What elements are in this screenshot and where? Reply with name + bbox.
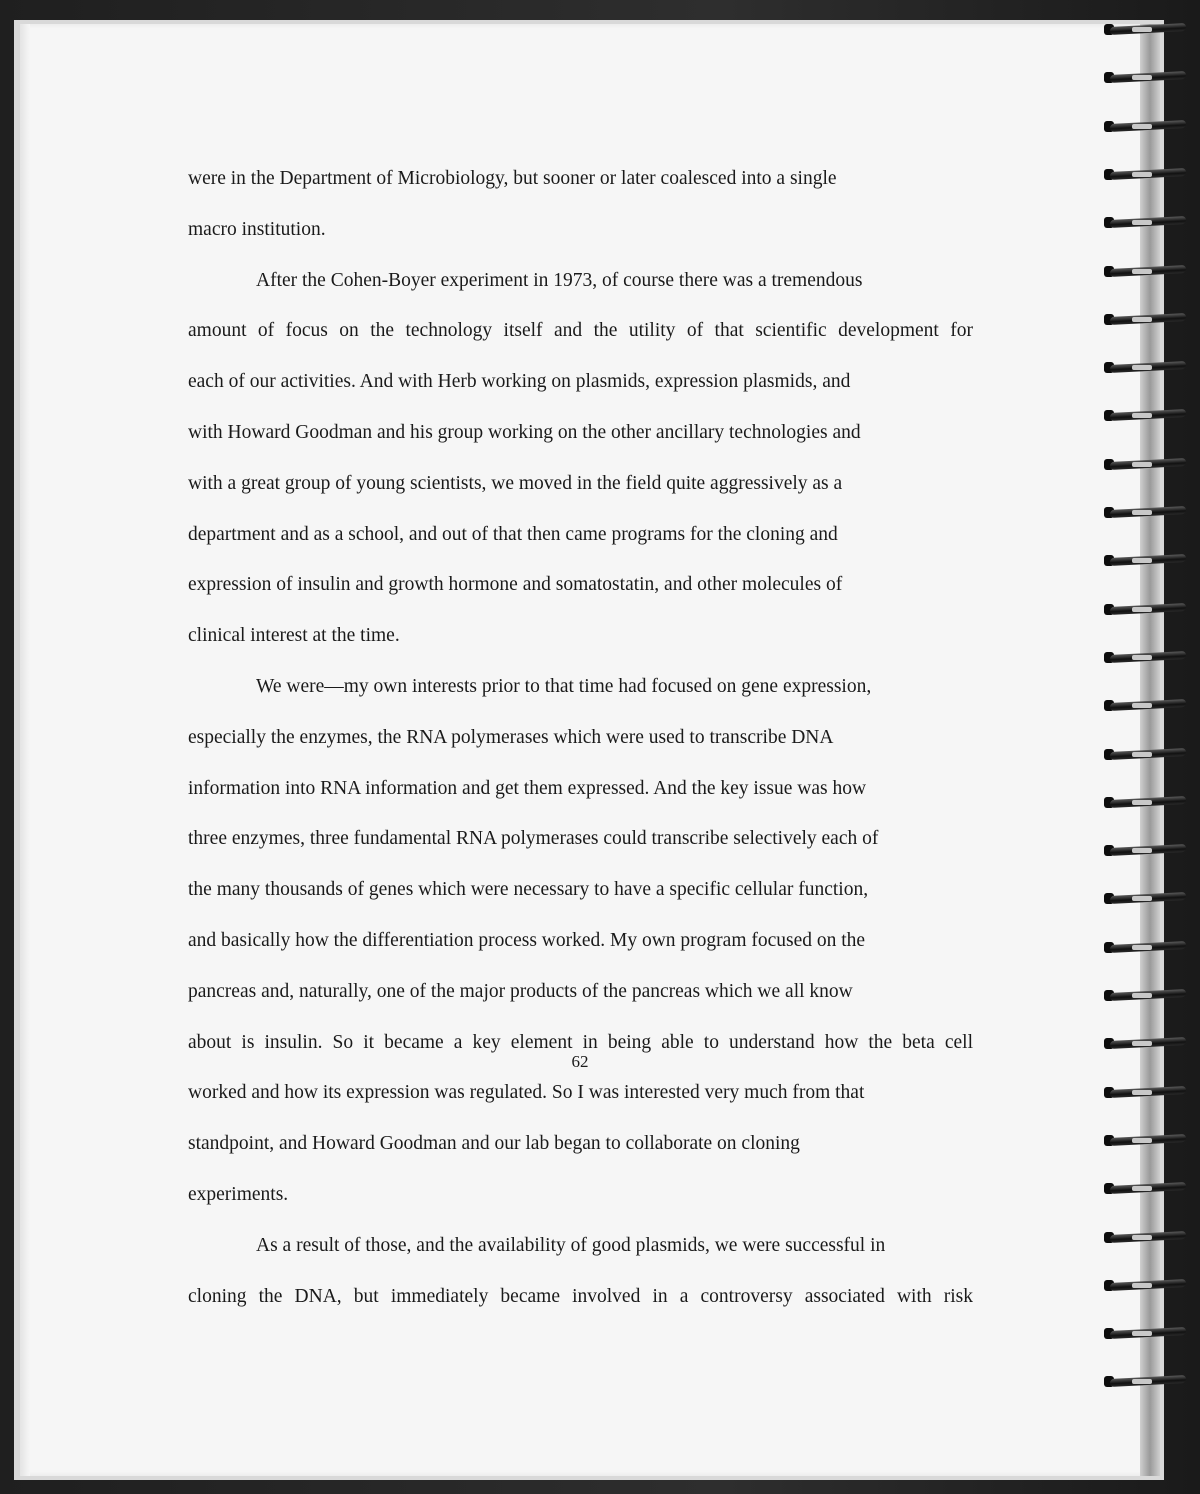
page-left-edge [20,24,30,1476]
text-line: As a result of those, and the availability of good plasmids, we were successful in [256,1234,886,1256]
binding-coil [1104,1085,1188,1101]
binding-coil [1104,988,1188,1004]
binding-coil [1104,1036,1188,1052]
text-line: the many thousands of genes which were necessary to have a specific cellular function, [188,879,869,901]
text-line: information into RNA information and get them expressed. And the key issue was how [188,777,867,799]
text-line: experiments. [188,1183,289,1205]
binding-coil [1104,843,1188,859]
binding-coil [1104,650,1188,666]
spiral-binding [1100,30,1200,1470]
binding-coil [1104,119,1188,135]
text-line: about is insulin. So it became a key element in being able to understand how the beta cell [188,1031,973,1053]
text-line: macro institution. [188,218,326,240]
text-line: each of our activities. And with Herb working on plasmids, expression plasmids, and [188,371,851,393]
binding-coil [1104,891,1188,907]
text-line: with Howard Goodman and his group working on the other ancillary technologies and [188,421,861,443]
text-line: standpoint, and Howard Goodman and our lab began to collaborate on cloning [188,1133,800,1155]
text-line: worked and how its expression was regulated. So I was interested very much from that [188,1082,865,1104]
binding-coil [1104,167,1188,183]
binding-coil [1104,795,1188,811]
binding-coil [1104,1374,1188,1390]
binding-coil [1104,70,1188,86]
text-line: clinical interest at the time. [188,625,400,647]
text-line: cloning the DNA, but immediately became involved in a controversy associated with risk [188,1285,973,1307]
text-line: and basically how the differentiation process worked. My own program focused on the [188,929,866,951]
binding-coil [1104,602,1188,618]
binding-coil [1104,1133,1188,1149]
binding-coil [1104,1230,1188,1246]
page-number: 62 [571,1052,589,1071]
text-line: pancreas and, naturally, one of the major products of the pancreas which we all know [188,980,853,1002]
binding-coil [1104,215,1188,231]
binding-coil [1104,408,1188,424]
binding-coil [1104,940,1188,956]
binding-coil [1104,22,1188,38]
binding-coil [1104,1278,1188,1294]
text-line: were in the Department of Microbiology, but sooner or later coalesced into a single [188,168,837,189]
binding-coil [1104,312,1188,328]
binding-coil [1104,553,1188,569]
binding-coil [1104,360,1188,376]
text-line: expression of insulin and growth hormone and somatostatin, and other molecules of [188,574,843,596]
text-line: three enzymes, three fundamental RNA polymerases could transcribe selectively each of [188,828,879,850]
binding-coil [1104,505,1188,521]
text-line: After the Cohen-Boyer experiment in 1973, of course there was a tremendous [256,269,863,291]
text-line: amount of focus on the technology itself and the utility of that scientific development for [188,320,973,342]
binding-coil [1104,264,1188,280]
binding-coil [1104,457,1188,473]
text-line: especially the enzymes, the RNA polymerases which were used to transcribe DNA [188,726,834,748]
binding-coil [1104,747,1188,763]
text-line: We were—my own interests prior to that time had focused on gene expression, [256,675,872,697]
text-line: department and as a school, and out of that then came programs for the cloning and [188,523,838,545]
body-text [188,160,973,1328]
binding-coil [1104,1181,1188,1197]
text-line: with a great group of young scientists, we moved in the field quite aggressively as a [188,472,843,494]
binding-coil [1104,698,1188,714]
binding-coil [1104,1326,1188,1342]
